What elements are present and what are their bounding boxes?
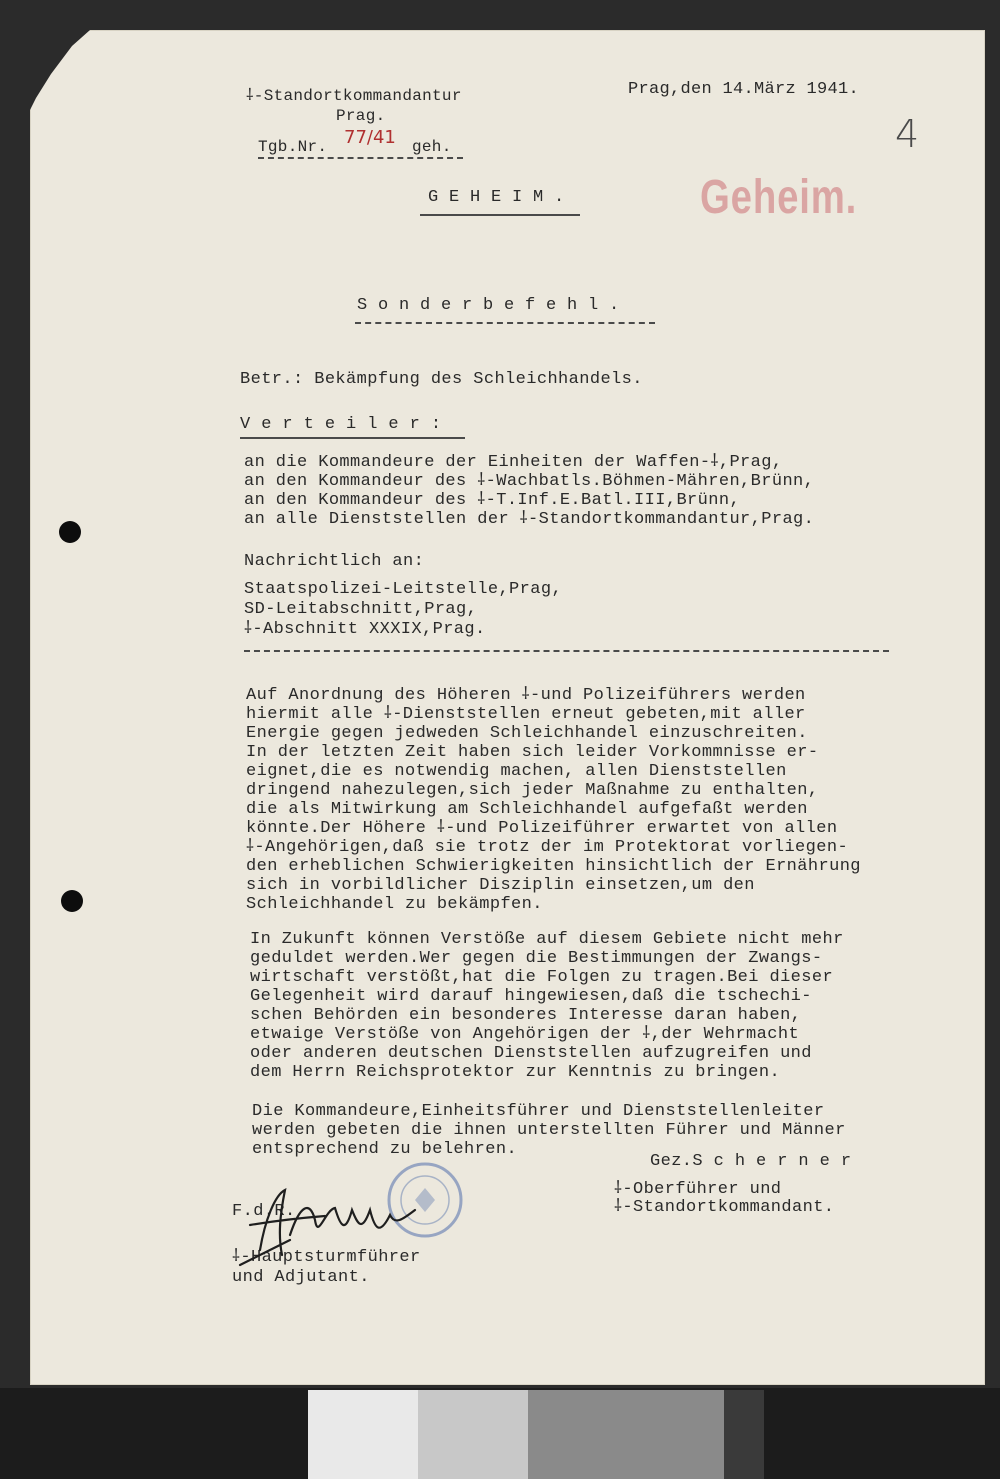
tgb-suffix: geh. bbox=[412, 138, 452, 156]
cc-heading: Nachrichtlich an: bbox=[244, 552, 425, 571]
body-line: werden gebeten die ihnen unterstellten Führer und Männer bbox=[252, 1121, 846, 1140]
punch-hole-top bbox=[59, 521, 81, 543]
punch-hole-bottom bbox=[61, 890, 83, 912]
distribution-line: an den Kommandeur des ⸸-Wachbatls.Böhmen-Mähren,Brünn, bbox=[244, 472, 815, 491]
tgb-number: 77/41 bbox=[344, 127, 396, 148]
body-line: ⸸-Angehörigen,daß sie trotz der im Protektorat vorliegen- bbox=[246, 838, 849, 857]
office-city: Prag. bbox=[336, 107, 386, 125]
calibration-strip-light bbox=[418, 1390, 528, 1479]
distribution-line: an die Kommandeure der Einheiten der Waffen-⸸,Prag, bbox=[244, 453, 783, 472]
body-line: sich in vorbildlicher Disziplin einsetzen,um den bbox=[246, 876, 755, 895]
distribution-heading: V e r t e i l e r : bbox=[240, 415, 442, 434]
calibration-strip-gray bbox=[528, 1390, 724, 1479]
body-line: etwaige Verstöße von Angehörigen der ⸸,der Wehrmacht bbox=[250, 1025, 800, 1044]
body-line: die als Mitwirkung am Schleichhandel aufgefaßt werden bbox=[246, 800, 808, 819]
body-line: oder anderen deutschen Dienststellen aufzugreifen und bbox=[250, 1044, 812, 1063]
body-line: Schleichhandel zu bekämpfen. bbox=[246, 895, 543, 914]
calibration-strip-white bbox=[308, 1390, 418, 1479]
section-divider bbox=[244, 650, 889, 652]
signed-by: Gez.S c h e r n e r bbox=[650, 1152, 852, 1171]
body-line: dem Herrn Reichsprotektor zur Kenntnis zu bringen. bbox=[250, 1063, 781, 1082]
classification: G E H E I M . bbox=[428, 188, 565, 207]
body-line: Energie gegen jedweden Schleichhandel einzuschreiten. bbox=[246, 724, 808, 743]
cc-line: Staatspolizei-Leitstelle,Prag, bbox=[244, 580, 563, 599]
classification-underline bbox=[420, 214, 580, 216]
handwritten-signature bbox=[230, 1180, 430, 1270]
title-underline bbox=[355, 322, 655, 324]
body-line: könnte.Der Höhere ⸸-und Polizeiführer erwartet von allen bbox=[246, 819, 838, 838]
distribution-line: an den Kommandeur des ⸸-T.Inf.E.Batl.III,Brünn, bbox=[244, 491, 741, 510]
pencil-number: 4 bbox=[895, 112, 920, 156]
cc-line: SD-Leitabschnitt,Prag, bbox=[244, 600, 478, 619]
distribution-line: an alle Dienststellen der ⸸-Standortkommandantur,Prag. bbox=[244, 510, 815, 529]
body-line: entsprechend zu belehren. bbox=[252, 1140, 518, 1159]
body-line: eignet,die es notwendig machen, allen Dienststellen bbox=[246, 762, 787, 781]
body-line: hiermit alle ⸸-Dienststellen erneut gebeten,mit aller bbox=[246, 705, 806, 724]
body-line: In der letzten Zeit haben sich leider Vorkommnisse er- bbox=[246, 743, 819, 762]
calibration-strip-dark bbox=[724, 1390, 764, 1479]
body-line: geduldet werden.Wer gegen die Bestimmungen der Zwangs- bbox=[250, 949, 823, 968]
distribution-underline bbox=[240, 437, 465, 439]
signer-title: ⸸-Standortkommandant. bbox=[614, 1198, 835, 1217]
body-line: dringend nahezulegen,sich jeder Maßnahme zu enthalten, bbox=[246, 781, 819, 800]
adjutant-rank: ⸸-Hauptsturmführer bbox=[232, 1248, 421, 1267]
fdr-label: F.d.R. bbox=[232, 1202, 296, 1221]
cc-line: ⸸-Abschnitt XXXIX,Prag. bbox=[244, 620, 486, 639]
subject-line: Betr.: Bekämpfung des Schleichhandels. bbox=[240, 370, 643, 389]
body-line: den erheblichen Schwierigkeiten hinsichtlich der Ernährung bbox=[246, 857, 861, 876]
tgb-underline bbox=[258, 157, 463, 159]
place-date: Prag,den 14.März 1941. bbox=[628, 80, 860, 99]
body-line: wirtschaft verstößt,hat die Folgen zu tragen.Bei dieser bbox=[250, 968, 834, 987]
body-line: Auf Anordnung des Höheren ⸸-und Polizeiführers werden bbox=[246, 686, 806, 705]
document-title: S o n d e r b e f e h l . bbox=[357, 296, 620, 315]
body-line: Gelegenheit wird darauf hingewiesen,daß die tschechi- bbox=[250, 987, 812, 1006]
signer-rank: ⸸-Oberführer und bbox=[614, 1180, 782, 1199]
body-line: In Zukunft können Verstöße auf diesem Gebiete nicht mehr bbox=[250, 930, 844, 949]
office-name: ⸸-Standortkommandantur bbox=[246, 87, 462, 105]
tgb-prefix: Tgb.Nr. bbox=[258, 138, 328, 156]
body-line: Die Kommandeure,Einheitsführer und Dienststellenleiter bbox=[252, 1102, 825, 1121]
body-line: schen Behörden ein besonderes Interesse daran haben, bbox=[250, 1006, 802, 1025]
adjutant-title: und Adjutant. bbox=[232, 1268, 370, 1287]
geheim-stamp: Geheim. bbox=[700, 171, 858, 224]
